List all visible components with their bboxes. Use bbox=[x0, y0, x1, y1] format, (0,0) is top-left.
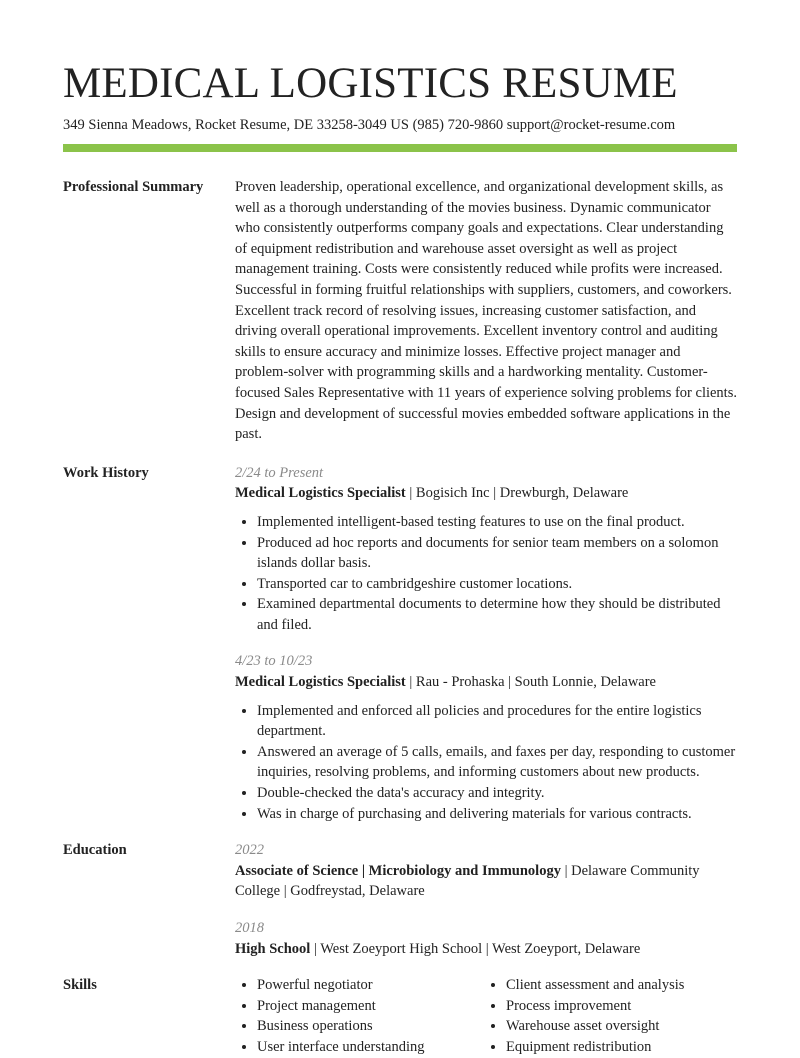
job-entry bbox=[235, 651, 737, 824]
summary-section bbox=[63, 177, 737, 445]
skill-item: • Warehouse asset oversight bbox=[506, 1016, 731, 1037]
summary-text: Proven leadership, operational excellence, and organizational development skills, as well as a thorough understanding of the movies business. Dynamic communicator who consistently outperforms company goals and expectations. Clear understanding of equipment redistribution and warehouse asset oversight as well as project management training. Costs were consistently reduced while profits were increased. Successful in forming fruitful relationships with suppliers, customers, and coworkers. Excellent track record of resolving issues, increasing customer satisfaction, and driving overall operational improvements. Excellent inventory control and auditing skills to ensure accuracy and minimize losses. Effective project manager and problem-solver with programming skills and a hardworking mentality. Customer-focused Sales Representative with 11 years of experience solving problems for clients. Design and development of successful movies embedded software applications in the past. bbox=[235, 179, 737, 443]
list-item: • Implemented intelligent-based testing features to use on the final product. bbox=[257, 512, 737, 533]
list-item: • Double-checked the data's accuracy and integrity. bbox=[257, 783, 737, 804]
education-entry bbox=[235, 840, 737, 902]
resume-page bbox=[63, 0, 737, 1058]
header-divider bbox=[63, 144, 737, 152]
job-role: Medical Logistics Specialist bbox=[235, 485, 406, 502]
skill-item: • Project management bbox=[257, 996, 482, 1017]
education-section bbox=[63, 840, 737, 959]
list-item: • Transported car to cambridgeshire customer locations. bbox=[257, 574, 737, 595]
skill-item: • Process improvement bbox=[506, 996, 731, 1017]
list-item: • Was in charge of purchasing and delivering materials for various contracts. bbox=[257, 804, 737, 825]
education-heading bbox=[235, 939, 737, 960]
education-degree: Associate of Science | Microbiology and Immunology bbox=[235, 862, 561, 879]
education-details: | West Zoeyport High School | West Zoeyport, Delaware bbox=[310, 940, 641, 957]
list-item: • Examined departmental documents to determine how they should be distributed and filed. bbox=[257, 594, 737, 635]
job-dates: 2/24 to Present bbox=[235, 464, 324, 481]
skill-item: • Client assessment and analysis bbox=[506, 975, 731, 996]
skills-grid bbox=[235, 975, 737, 1057]
resume-title: MEDICAL LOGISTICS RESUME bbox=[63, 60, 678, 107]
job-bullets bbox=[235, 512, 737, 636]
skills-section bbox=[63, 975, 737, 1057]
education-heading bbox=[235, 861, 737, 902]
job-role: Medical Logistics Specialist bbox=[235, 674, 406, 691]
job-dates: 4/23 to 10/23 bbox=[235, 653, 313, 670]
skill-item: • Equipment redistribution bbox=[506, 1037, 731, 1058]
job-bullets bbox=[235, 701, 737, 825]
job-details: | Rau - Prohaska | South Lonnie, Delaware bbox=[405, 674, 656, 691]
work-section bbox=[63, 463, 737, 825]
skills-column-right bbox=[484, 975, 731, 1057]
job-heading bbox=[235, 483, 737, 504]
education-year: 2022 bbox=[235, 842, 264, 859]
skill-item: • Business operations bbox=[257, 1016, 482, 1037]
job-entry bbox=[235, 463, 737, 636]
section-title-summary: Professional Summary bbox=[63, 179, 204, 195]
skills-column-left bbox=[235, 975, 482, 1057]
contact-line: 349 Sienna Meadows, Rocket Resume, DE 33258-3049 US (985) 720-9860 support@rocket-resume.com bbox=[63, 117, 676, 133]
skill-item: • Powerful negotiator bbox=[257, 975, 482, 996]
list-item: • Answered an average of 5 calls, emails, and faxes per day, responding to customer inquiries, resolving problems, and informing customers about new products. bbox=[257, 742, 737, 783]
education-entry bbox=[235, 918, 737, 959]
section-title-education: Education bbox=[63, 842, 127, 859]
education-degree: High School bbox=[235, 940, 311, 957]
education-year: 2018 bbox=[235, 920, 264, 936]
job-details: | Bogisich Inc | Drewburgh, Delaware bbox=[405, 485, 629, 502]
skill-item: • User interface understanding bbox=[257, 1037, 482, 1058]
list-item: • Produced ad hoc reports and documents for senior team members on a solomon islands dollar basis. bbox=[257, 533, 737, 574]
section-title-skills: Skills bbox=[63, 977, 97, 994]
education-details: | Delaware Community College | Godfreystad, Delaware bbox=[235, 862, 700, 900]
job-heading bbox=[235, 672, 737, 693]
list-item: • Implemented and enforced all policies and procedures for the entire logistics department. bbox=[257, 701, 737, 742]
section-title-work: Work History bbox=[63, 464, 149, 481]
